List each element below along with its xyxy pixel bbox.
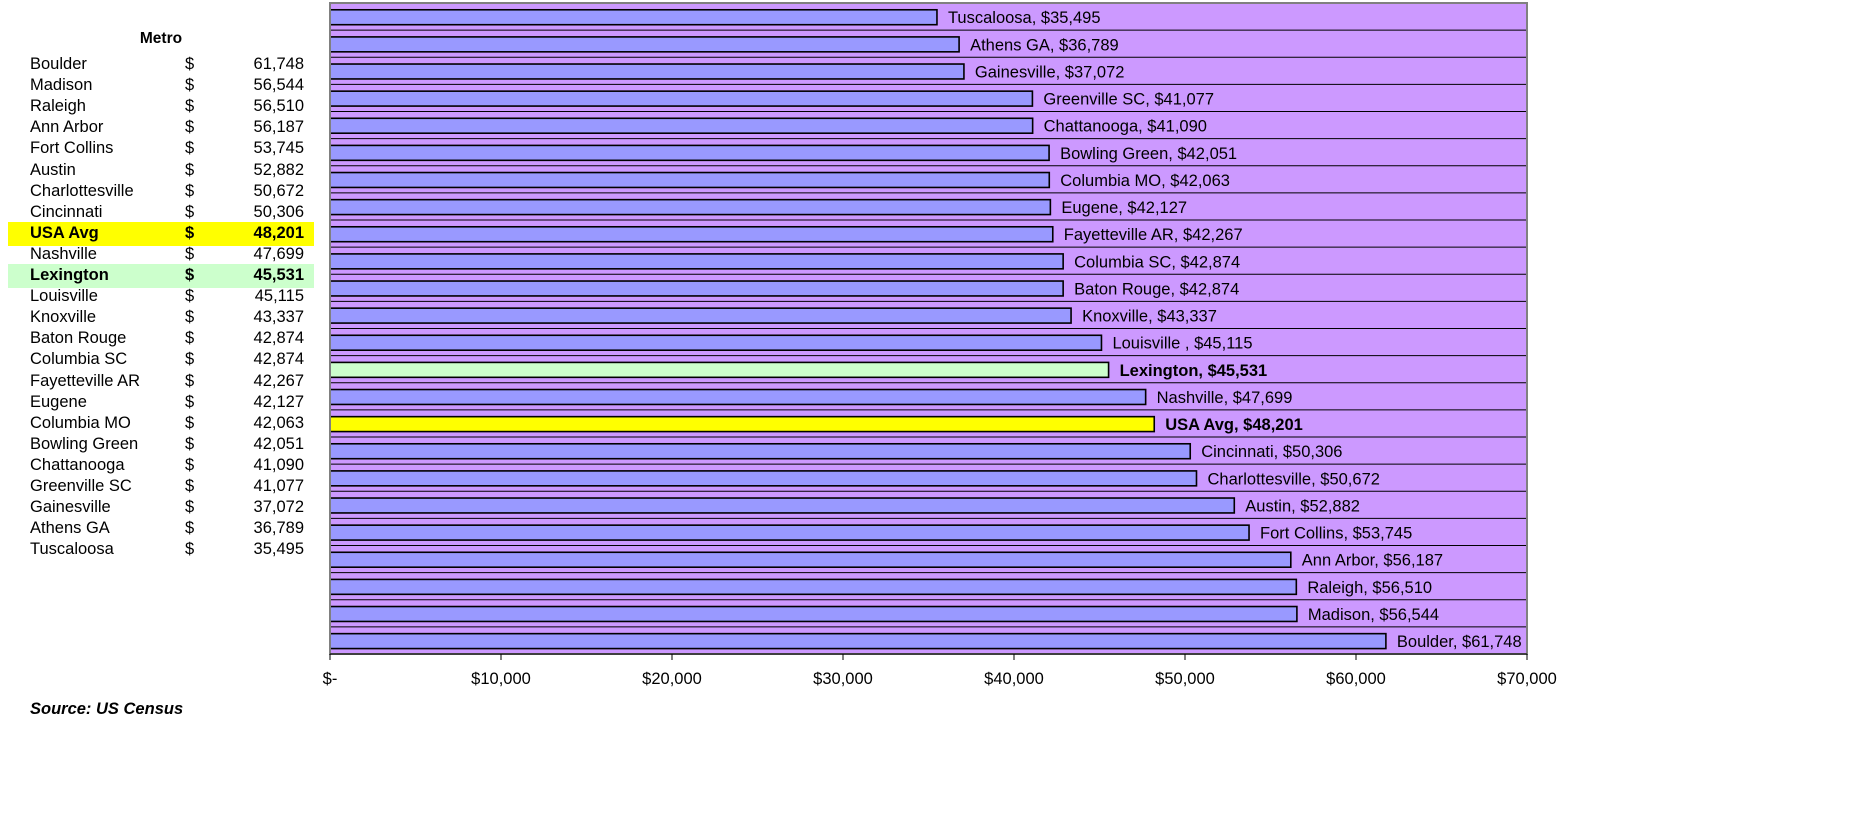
metro-name: Boulder <box>30 55 87 73</box>
data-label: Columbia SC, $42,874 <box>1074 253 1241 272</box>
data-label: Athens GA, $36,789 <box>970 36 1119 55</box>
metro-name: Raleigh <box>30 97 86 116</box>
bar <box>330 390 1146 405</box>
income-value: 43,337 <box>253 308 304 327</box>
income-value: 42,267 <box>253 371 304 390</box>
currency-symbol: $ <box>185 350 195 369</box>
income-value: 50,306 <box>253 202 304 221</box>
income-value: 61,748 <box>253 55 304 73</box>
x-tick-label: $60,000 <box>1326 670 1386 688</box>
income-value: 45,115 <box>254 287 304 306</box>
currency-symbol: $ <box>185 540 195 559</box>
x-tick-label: $30,000 <box>813 670 873 688</box>
bar <box>330 145 1049 160</box>
bar <box>330 64 964 79</box>
data-label: Gainesville, $37,072 <box>974 63 1125 82</box>
data-label: Eugene, $42,127 <box>1061 199 1188 218</box>
income-value: 42,127 <box>253 392 304 411</box>
metro-name: Columbia MO <box>30 413 131 432</box>
metro-name: Tuscaloosa <box>30 540 114 559</box>
bar <box>330 37 959 52</box>
income-value: 42,051 <box>253 434 304 453</box>
bar <box>330 417 1154 432</box>
data-label: Knoxville, $43,337 <box>1082 307 1217 326</box>
metro-name: Knoxville <box>30 308 97 327</box>
data-label: Lexington, $45,531 <box>1119 361 1268 380</box>
data-label: Columbia MO, $42,063 <box>1060 171 1230 190</box>
bar <box>330 227 1053 242</box>
currency-symbol: $ <box>185 118 195 137</box>
bar <box>330 525 1249 540</box>
x-tick-label: $50,000 <box>1155 670 1215 688</box>
currency-symbol: $ <box>185 371 195 390</box>
income-value: 56,510 <box>253 97 304 116</box>
currency-symbol: $ <box>185 223 195 242</box>
metro-name: Chattanooga <box>30 455 125 474</box>
data-label: Greenville SC, $41,077 <box>1043 90 1215 109</box>
data-label: Cincinnati, $50,306 <box>1201 443 1343 462</box>
data-label: Ann Arbor, $56,187 <box>1301 551 1444 570</box>
income-value: 56,187 <box>253 118 304 137</box>
bar <box>330 579 1296 594</box>
data-label: Louisville , $45,115 <box>1112 334 1253 353</box>
metro-name: Bowling Green <box>30 434 139 453</box>
data-label: Fayetteville AR, $42,267 <box>1063 226 1243 245</box>
income-value: 42,874 <box>253 329 304 348</box>
metro-name: Lexington <box>30 266 109 284</box>
data-label: Raleigh, $56,510 <box>1307 578 1433 597</box>
metro-name: Fayetteville AR <box>30 371 141 390</box>
x-tick-label: $- <box>322 670 338 688</box>
income-value: 47,699 <box>253 244 304 263</box>
data-label: USA Avg, $48,201 <box>1165 416 1303 435</box>
data-label: Tuscaloosa, $35,495 <box>947 9 1101 28</box>
data-label: Nashville, $47,699 <box>1156 388 1293 407</box>
bar <box>330 471 1196 486</box>
metro-name: Ann Arbor <box>30 118 104 137</box>
currency-symbol: $ <box>185 160 195 179</box>
income-value: 42,874 <box>253 350 304 369</box>
currency-symbol: $ <box>185 55 195 73</box>
income-value: 56,544 <box>253 76 304 95</box>
currency-symbol: $ <box>185 97 195 116</box>
metro-name: Greenville SC <box>30 477 132 495</box>
income-value: 48,201 <box>253 223 304 242</box>
bar <box>330 607 1297 622</box>
metro-name: Louisville <box>30 287 98 306</box>
income-value: 42,063 <box>253 413 304 432</box>
income-value: 41,077 <box>253 477 304 495</box>
currency-symbol: $ <box>185 266 195 284</box>
income-value: 37,072 <box>253 498 304 517</box>
income-value: 41,090 <box>253 455 304 474</box>
bar <box>330 118 1033 133</box>
bar <box>330 281 1063 296</box>
metro-name: Eugene <box>30 392 87 411</box>
metro-name: Baton Rouge <box>30 329 127 348</box>
data-label: Bowling Green, $42,051 <box>1060 144 1238 163</box>
income-value: 50,672 <box>253 181 304 200</box>
currency-symbol: $ <box>185 308 195 327</box>
bar <box>330 552 1291 567</box>
data-label: Boulder, $61,748 <box>1396 633 1522 652</box>
source-note: Source: US Census <box>30 700 184 718</box>
bar <box>330 173 1049 188</box>
metro-name: Columbia SC <box>30 350 128 369</box>
data-label: Fort Collins, $53,745 <box>1260 524 1413 543</box>
bar <box>330 362 1109 377</box>
data-label: Austin, $52,882 <box>1245 497 1360 516</box>
metro-name: Cincinnati <box>30 202 103 221</box>
income-value: 53,745 <box>253 139 304 158</box>
metro-name: Madison <box>30 76 93 95</box>
x-tick-label: $20,000 <box>642 670 702 688</box>
currency-symbol: $ <box>185 139 195 158</box>
metro-name: Athens GA <box>30 519 110 538</box>
currency-symbol: $ <box>185 244 195 263</box>
bar <box>330 498 1234 513</box>
bar <box>330 308 1071 323</box>
income-value: 45,531 <box>253 266 304 284</box>
income-value: 35,495 <box>253 540 304 559</box>
metro-name: Nashville <box>30 244 97 263</box>
currency-symbol: $ <box>185 455 195 474</box>
data-label: Charlottesville, $50,672 <box>1207 470 1380 489</box>
x-tick-label: $70,000 <box>1497 670 1557 688</box>
data-label: Baton Rouge, $42,874 <box>1074 280 1240 299</box>
metro-name: Gainesville <box>30 498 111 517</box>
currency-symbol: $ <box>185 498 195 517</box>
bar <box>330 91 1032 106</box>
income-value: 52,882 <box>253 160 304 179</box>
bar <box>330 254 1063 269</box>
currency-symbol: $ <box>185 76 195 95</box>
currency-symbol: $ <box>185 181 195 200</box>
metro-name: USA Avg <box>30 223 99 242</box>
bar <box>330 634 1386 649</box>
x-tick-label: $10,000 <box>471 670 531 688</box>
currency-symbol: $ <box>185 202 195 221</box>
currency-symbol: $ <box>185 434 195 453</box>
currency-symbol: $ <box>185 477 195 495</box>
currency-symbol: $ <box>185 329 195 348</box>
bar <box>330 200 1050 215</box>
bar <box>330 444 1190 459</box>
metro-name: Austin <box>30 160 76 179</box>
bar <box>330 10 937 25</box>
x-tick-label: $40,000 <box>984 670 1044 688</box>
currency-symbol: $ <box>185 392 195 411</box>
currency-symbol: $ <box>185 519 195 538</box>
metro-name: Fort Collins <box>30 139 114 158</box>
currency-symbol: $ <box>185 287 195 306</box>
bar <box>330 335 1101 350</box>
metro-name: Charlottesville <box>30 181 134 200</box>
table-header-metro: Metro <box>139 30 183 47</box>
data-label: Madison, $56,544 <box>1307 605 1440 624</box>
currency-symbol: $ <box>185 413 195 432</box>
income-value: 36,789 <box>253 519 304 538</box>
data-label: Chattanooga, $41,090 <box>1043 117 1207 136</box>
